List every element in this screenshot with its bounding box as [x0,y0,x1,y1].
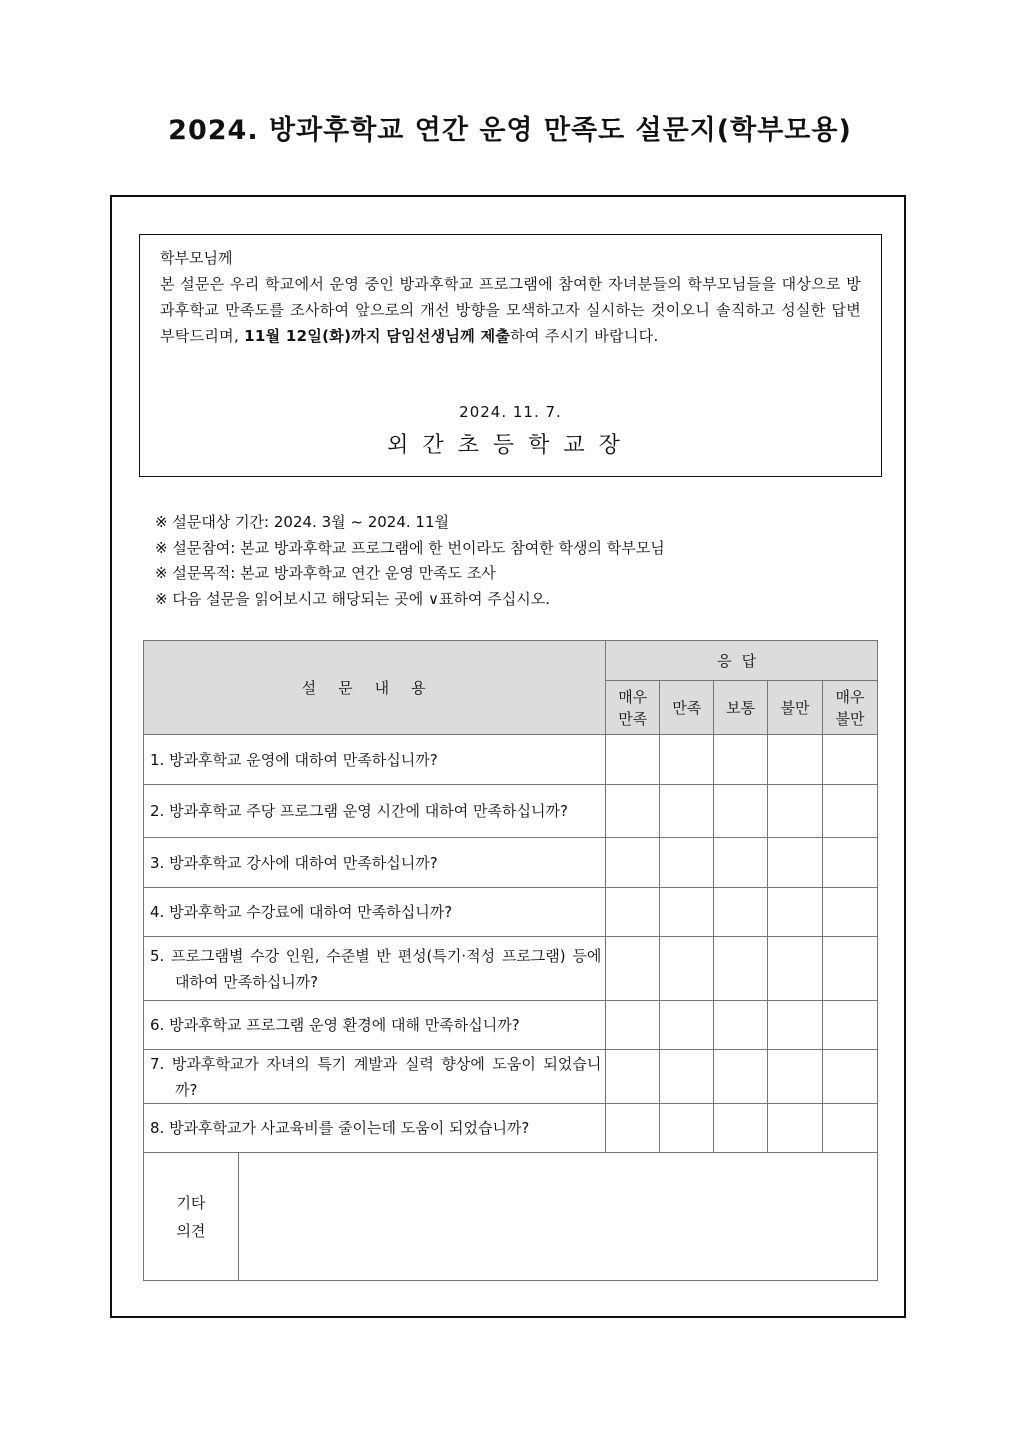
table-row [144,1050,878,1104]
question-text: 7. 방과후학교가 자녀의 특기 계발과 실력 향상에 도움이 되었습니까? [144,1050,606,1104]
page-title: 2024. 방과후학교 연간 운영 만족도 설문지(학부모용) [168,115,852,146]
answer-cell[interactable] [823,1104,878,1153]
table-row [144,838,878,888]
answer-cell[interactable] [768,1001,823,1050]
option-neutral: 보통 [714,681,768,735]
answer-cell[interactable] [714,1104,768,1153]
letter-greeting: 학부모님께 [160,249,233,267]
survey-table [143,640,878,1281]
question-text: 6. 방과후학교 프로그램 운영 환경에 대해 만족하십니까? [144,1001,606,1050]
etc-opinion-field[interactable] [238,1153,877,1281]
letter-body-closing: 하여 주시기 바랍니다. [510,327,659,345]
etc-label: 기타 의견 [144,1153,239,1281]
table-row [144,937,878,1001]
answer-cell[interactable] [823,1050,878,1104]
question-text: 2. 방과후학교 주당 프로그램 운영 시간에 대하여 만족하십니까? [144,785,606,838]
answer-cell[interactable] [768,838,823,888]
question-text: 1. 방과후학교 운영에 대하여 만족하십니까? [144,735,606,785]
answer-cell[interactable] [660,1104,714,1153]
answer-cell[interactable] [606,888,660,937]
table-row [144,735,878,785]
answer-cell[interactable] [768,1050,823,1104]
letter-signature: 외간초등학교장 [387,433,634,458]
letter-deadline: 11월 12일(화)까지 담임선생님께 제출 [244,327,511,345]
answer-cell[interactable] [714,735,768,785]
answer-cell[interactable] [823,888,878,937]
answer-cell[interactable] [606,1104,660,1153]
letter-body [160,271,861,349]
option-very-dissatisfied: 매우 불만 [823,681,878,735]
header-content: 설문내용 [144,641,606,735]
answer-cell[interactable] [823,1001,878,1050]
question-text: 8. 방과후학교가 사교육비를 줄이는데 도움이 되었습니까? [144,1104,606,1153]
answer-cell[interactable] [714,838,768,888]
question-text: 5. 프로그램별 수강 인원, 수준별 반 편성(특기·적성 프로그램) 등에 대하여 만족하십니까? [144,937,606,1001]
note-period: ※ 설문대상 기간: 2024. 3월 ~ 2024. 11월 [155,513,450,531]
survey-notes [155,510,665,612]
header-response: 응답 [606,641,878,681]
table-row [144,1153,878,1281]
answer-cell[interactable] [714,1050,768,1104]
answer-cell[interactable] [768,785,823,838]
table-row [144,1001,878,1050]
note-purpose: ※ 설문목적: 본교 방과후학교 연간 운영 만족도 조사 [155,564,496,582]
answer-cell[interactable] [823,937,878,1001]
answer-cell[interactable] [768,937,823,1001]
option-very-satisfied: 매우 만족 [606,681,660,735]
answer-cell[interactable] [660,1001,714,1050]
answer-cell[interactable] [606,838,660,888]
letter-body-text: 본 설문은 우리 학교에서 운영 중인 방과후학교 프로그램에 참여한 자녀분들의 학부모님들을 대상으로 방과후학교 만족도를 조사하여 앞으로의 개선 방향을 모색하고자 실시하는 것이오니 솔직하고 성실한 답변 부탁드리며, [160,275,861,345]
answer-cell[interactable] [714,1001,768,1050]
answer-cell[interactable] [823,735,878,785]
answer-cell[interactable] [768,888,823,937]
letter-box [139,234,882,477]
answer-cell[interactable] [606,1050,660,1104]
answer-cell[interactable] [714,937,768,1001]
answer-cell[interactable] [660,785,714,838]
note-instructions: ※ 다음 설문을 읽어보시고 해당되는 곳에 ∨표하여 주십시오. [155,589,550,608]
answer-cell[interactable] [823,838,878,888]
answer-cell[interactable] [660,888,714,937]
answer-cell[interactable] [823,785,878,838]
answer-cell[interactable] [660,838,714,888]
answer-cell[interactable] [660,937,714,1001]
table-row [144,1104,878,1153]
letter-date: 2024. 11. 7. [459,403,562,421]
question-text: 3. 방과후학교 강사에 대하여 만족하십니까? [144,838,606,888]
answer-cell[interactable] [660,1050,714,1104]
answer-cell[interactable] [660,735,714,785]
option-satisfied: 만족 [660,681,714,735]
note-participants: ※ 설문참여: 본교 방과후학교 프로그램에 한 번이라도 참여한 학생의 학부모님 [155,538,665,557]
table-row [144,888,878,937]
option-dissatisfied: 불만 [768,681,823,735]
answer-cell[interactable] [606,735,660,785]
question-text: 4. 방과후학교 수강료에 대하여 만족하십니까? [144,888,606,937]
answer-cell[interactable] [606,785,660,838]
table-row [144,785,878,838]
answer-cell[interactable] [606,1001,660,1050]
answer-cell[interactable] [606,937,660,1001]
answer-cell[interactable] [714,785,768,838]
answer-cell[interactable] [768,735,823,785]
answer-cell[interactable] [768,1104,823,1153]
answer-cell[interactable] [714,888,768,937]
